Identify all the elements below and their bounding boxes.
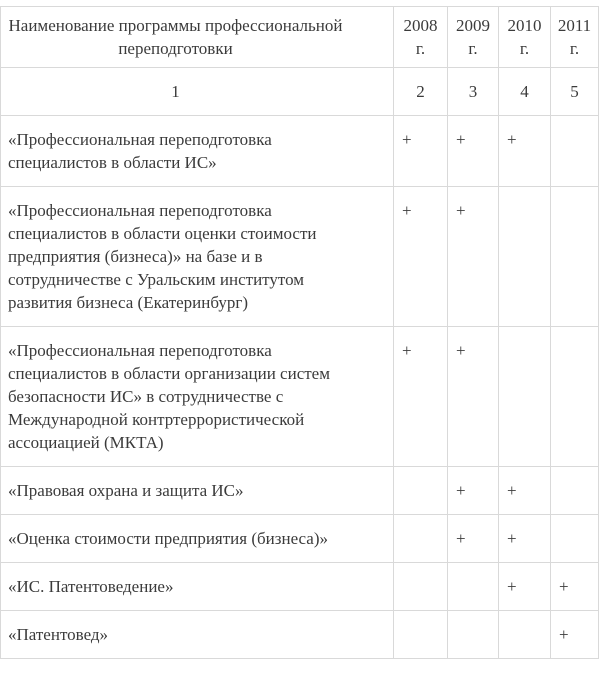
header-row [1,7,599,68]
mark-cell-2011 [551,187,599,327]
program-row [1,187,599,327]
year-header-2011: 2011 г. [551,7,599,68]
mark-cell-2010 [499,327,551,467]
program-name-cell: «Профессиональная переподготовка специалистов в области организации систем безопасности ИС» в сотрудничестве с Международной контртеррористической ассоциацией (МКТА) [1,327,394,467]
mark-cell-2008 [394,563,448,611]
program-name-cell: «Правовая охрана и защита ИС» [1,467,394,515]
program-name-cell: «Профессиональная переподготовка специалистов в области оценки стоимости предприятия (бизнеса)» на базе и в сотрудничестве с Уральским институтом развития бизнеса (Екатеринбург) [1,187,394,327]
program-row [1,515,599,563]
mark-cell-2008: + [394,187,448,327]
mark-cell-2008 [394,467,448,515]
mark-cell-2010: + [499,563,551,611]
mark-cell-2009: + [448,116,499,187]
mark-cell-2008: + [394,327,448,467]
program-row [1,327,599,467]
mark-cell-2011 [551,327,599,467]
column-index-cell: 1 [1,68,394,116]
mark-cell-2011 [551,116,599,187]
mark-cell-2010 [499,611,551,659]
mark-cell-2010 [499,187,551,327]
program-row [1,611,599,659]
program-name-header: Наименование программы профессиональной переподготовки [1,7,394,68]
program-name-cell: «Патентовед» [1,611,394,659]
mark-cell-2009: + [448,467,499,515]
column-index-cell: 4 [499,68,551,116]
mark-cell-2009: + [448,327,499,467]
mark-cell-2011: + [551,611,599,659]
year-header-2010: 2010 г. [499,7,551,68]
mark-cell-2011 [551,515,599,563]
year-header-2008: 2008 г. [394,7,448,68]
program-row [1,467,599,515]
column-index-cell: 2 [394,68,448,116]
program-name-cell: «Профессиональная переподготовка специалистов в области ИС» [1,116,394,187]
mark-cell-2008 [394,515,448,563]
program-name-cell: «ИС. Патентоведение» [1,563,394,611]
year-header-2009: 2009 г. [448,7,499,68]
mark-cell-2008 [394,611,448,659]
mark-cell-2011: + [551,563,599,611]
mark-cell-2011 [551,467,599,515]
column-index-row [1,68,599,116]
program-name-cell: «Оценка стоимости предприятия (бизнеса)» [1,515,394,563]
programs-table [0,6,599,659]
mark-cell-2009 [448,563,499,611]
mark-cell-2009: + [448,515,499,563]
mark-cell-2008: + [394,116,448,187]
mark-cell-2009 [448,611,499,659]
column-index-cell: 5 [551,68,599,116]
mark-cell-2010: + [499,467,551,515]
mark-cell-2010: + [499,116,551,187]
mark-cell-2009: + [448,187,499,327]
program-row [1,563,599,611]
mark-cell-2010: + [499,515,551,563]
column-index-cell: 3 [448,68,499,116]
program-row [1,116,599,187]
